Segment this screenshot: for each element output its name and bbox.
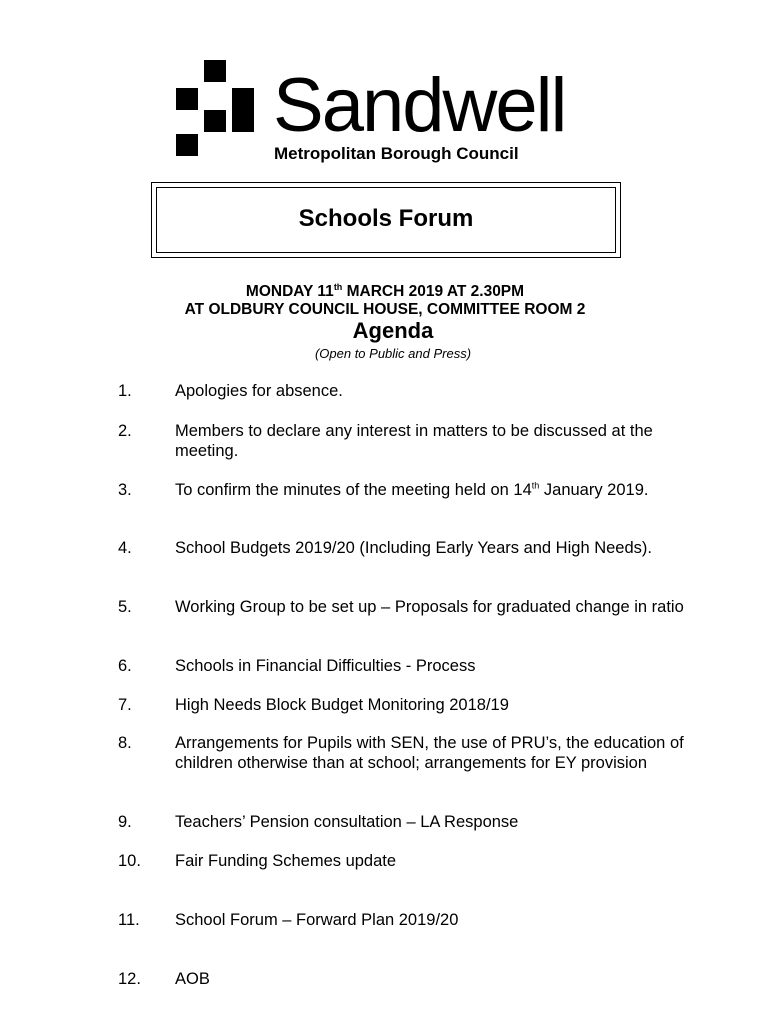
meeting-day-suffix: th: [333, 281, 343, 292]
agenda-item-text: AOB: [175, 970, 210, 988]
agenda-item-text: School Forum – Forward Plan 2019/20: [175, 911, 459, 929]
agenda-item-number: 2.: [118, 422, 132, 440]
agenda-item-text: School Budgets 2019/20 (Including Early Years and High Needs).: [175, 539, 652, 557]
agenda-item-number: 10.: [118, 852, 141, 870]
agenda-item-text: Apologies for absence.: [175, 382, 343, 400]
agenda-item-number: 6.: [118, 657, 132, 675]
agenda-item-number: 1.: [118, 382, 132, 400]
agenda-item-text: Arrangements for Pupils with SEN, the use of PRU’s, the education of children otherwise than at school; arrangements for EY provision: [175, 734, 684, 772]
logo-subtitle: Metropolitan Borough Council: [274, 144, 519, 163]
agenda-item-number: 4.: [118, 539, 132, 557]
agenda-item-number: 8.: [118, 734, 132, 752]
agenda-item-number: 9.: [118, 813, 132, 831]
agenda-item-text: Teachers’ Pension consultation – LA Response: [175, 813, 519, 831]
logo-wordmark: Sandwell: [273, 63, 566, 148]
meeting-day: MONDAY 11: [245, 283, 334, 300]
logo-squares-icon: [176, 60, 256, 160]
agenda-item-text: Working Group to be set up – Proposals for graduated change in ratio: [175, 598, 684, 616]
agenda-item-text-part: To confirm the minutes of the meeting held on 14: [175, 481, 532, 499]
meeting-date-rest: MARCH 2019 AT 2.30PM: [342, 283, 525, 300]
agenda-item-text-suffix: th: [531, 480, 540, 491]
agenda-note: (Open to Public and Press): [314, 346, 472, 361]
agenda-item-text: High Needs Block Budget Monitoring 2018/19: [175, 696, 509, 714]
agenda-item-number: 12.: [118, 970, 141, 988]
agenda-item-number: 5.: [118, 598, 132, 616]
page-title: Schools Forum: [298, 205, 474, 232]
agenda-item-text: Members to declare any interest in matters to be discussed at the meeting.: [175, 422, 653, 460]
agenda-item-text-part: January 2019.: [539, 481, 649, 499]
agenda-item-number: 3.: [118, 481, 132, 499]
agenda-item-text: [175, 480, 685, 500]
agenda-item-number: 11.: [118, 911, 140, 929]
meeting-venue: AT OLDBURY COUNCIL HOUSE, COMMITTEE ROOM 2: [184, 301, 586, 318]
agenda-item-text: Fair Funding Schemes update: [175, 852, 397, 870]
title-box: [151, 182, 621, 258]
agenda-item-number: 7.: [118, 696, 132, 714]
sandwell-logo: [176, 60, 596, 170]
agenda-heading: Agenda: [352, 318, 434, 343]
agenda-item-text: Schools in Financial Difficulties - Process: [175, 657, 476, 675]
meeting-date-line: [0, 283, 770, 301]
